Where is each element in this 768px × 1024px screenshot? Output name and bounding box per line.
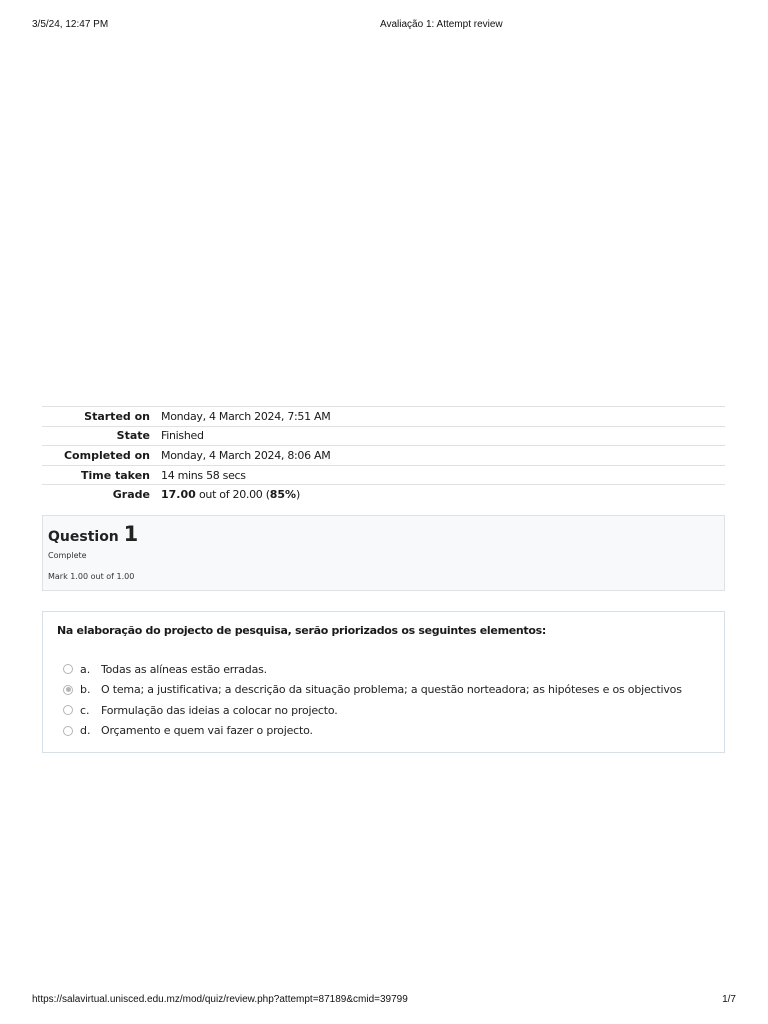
radio-button[interactable] — [63, 664, 73, 674]
answer-option-b[interactable] — [63, 680, 682, 701]
answer-text: Todas as alíneas estão erradas. — [101, 662, 267, 676]
question-mark: Mark 1.00 out of 1.00 — [48, 572, 135, 581]
print-datetime: 3/5/24, 12:47 PM — [32, 19, 109, 30]
question-info-box — [42, 515, 725, 591]
radio-button-selected[interactable] — [63, 685, 73, 695]
answer-text: Orçamento e quem vai fazer o projecto. — [101, 724, 313, 738]
question-content-box — [42, 611, 725, 753]
print-url: https://salavirtual.unisced.edu.mz/mod/quiz/review.php?attempt=87189&cmid=39799 — [32, 994, 408, 1005]
summary-label: Grade — [42, 485, 161, 505]
answer-option-d[interactable] — [63, 721, 682, 742]
summary-value: Monday, 4 March 2024, 8:06 AM — [161, 448, 331, 462]
print-page-title: Avaliação 1: Attempt review — [380, 19, 503, 30]
summary-value: Finished — [161, 429, 204, 443]
answer-letter: a. — [80, 662, 91, 676]
answer-letter: c. — [80, 703, 90, 717]
summary-value: Monday, 4 March 2024, 7:51 AM — [161, 409, 331, 423]
answer-option-a[interactable] — [63, 659, 682, 680]
summary-row-time-taken — [42, 465, 725, 485]
radio-button[interactable] — [63, 726, 73, 736]
summary-label: Completed on — [42, 446, 161, 466]
question-state: Complete — [48, 551, 87, 560]
question-label: Question — [48, 529, 119, 545]
grade-value — [161, 485, 725, 505]
grade-percent: 85% — [269, 488, 297, 502]
summary-label: Time taken — [42, 465, 161, 485]
summary-row-state — [42, 426, 725, 446]
grade-score: 17.00 — [161, 488, 196, 502]
summary-label: Started on — [42, 407, 161, 427]
radio-button[interactable] — [63, 705, 73, 715]
answer-option-c[interactable] — [63, 700, 682, 721]
summary-row-completed — [42, 446, 725, 466]
question-prompt: Na elaboração do projecto de pesquisa, serão priorizados os seguintes elementos: — [57, 624, 546, 637]
answer-text: Formulação das ideias a colocar no projecto. — [101, 703, 338, 717]
grade-out-of: out of 20.00 ( — [195, 488, 270, 502]
answer-letter: d. — [80, 724, 91, 738]
question-number: 1 — [123, 522, 139, 546]
grade-close: ) — [296, 488, 301, 502]
summary-row-started — [42, 407, 725, 427]
summary-value: 14 mins 58 secs — [161, 468, 246, 482]
summary-label: State — [42, 426, 161, 446]
print-page-number: 1/7 — [722, 994, 736, 1005]
question-heading — [48, 522, 138, 546]
attempt-summary-table — [42, 406, 725, 504]
answer-list — [63, 659, 682, 741]
summary-row-grade — [42, 485, 725, 505]
answer-letter: b. — [80, 683, 91, 697]
answer-text: O tema; a justificativa; a descrição da situação problema; a questão norteadora; as hipóteses e os objectivos — [101, 683, 682, 697]
